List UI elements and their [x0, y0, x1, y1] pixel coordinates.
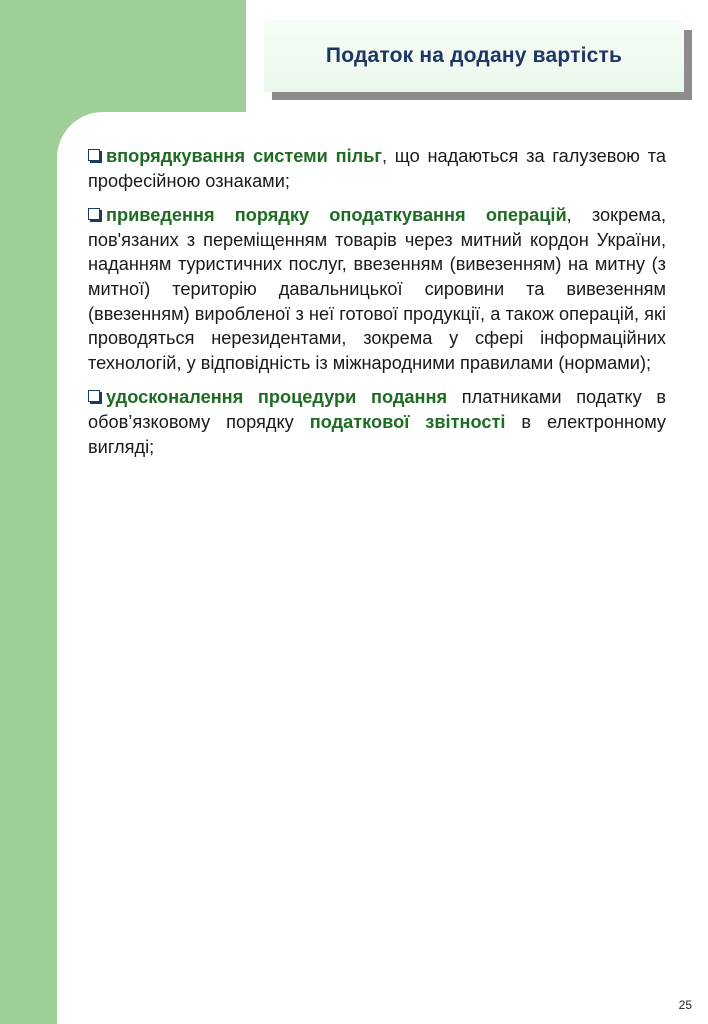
- item-text: платниками податку в обов’язковому порядку: [88, 387, 666, 432]
- list-item: [88, 144, 666, 193]
- page-title: Податок на додану вартість: [325, 44, 623, 67]
- item-highlight: удосконалення процедури подання: [106, 387, 448, 408]
- bullet-list: [88, 144, 666, 469]
- item-highlight: впорядкування системи пільг: [106, 146, 382, 166]
- item-text: , зокрема, пов'язаних з переміщенням товарів через митний кордон України, наданням туристичних послуг, ввезенням (вивезенням) на митну (з митної) територію давальницької сировини та вивезенням (ввезенням) виробленої з неї готової продукції, а також операцій, які проводяться нерезидентами, зокрема у сфері інформаційних технологій, у відповідність із міжнародними правилами (нормами);: [88, 205, 667, 373]
- title-box: [264, 20, 684, 92]
- item-highlight: приведення порядку оподаткування операцій: [106, 205, 567, 226]
- list-item: [88, 385, 666, 459]
- page-number: 25: [678, 998, 692, 1012]
- item-text-tail: в електронному вигляді;: [88, 411, 666, 457]
- checkbox-bullet-icon: [88, 149, 100, 161]
- item-text: , що надаються за галузевою та професійною ознаками;: [88, 146, 666, 191]
- list-item: [88, 203, 666, 375]
- checkbox-bullet-icon: [88, 390, 100, 402]
- item-highlight-secondary: податкової звітності: [309, 411, 506, 432]
- checkbox-bullet-icon: [88, 208, 100, 220]
